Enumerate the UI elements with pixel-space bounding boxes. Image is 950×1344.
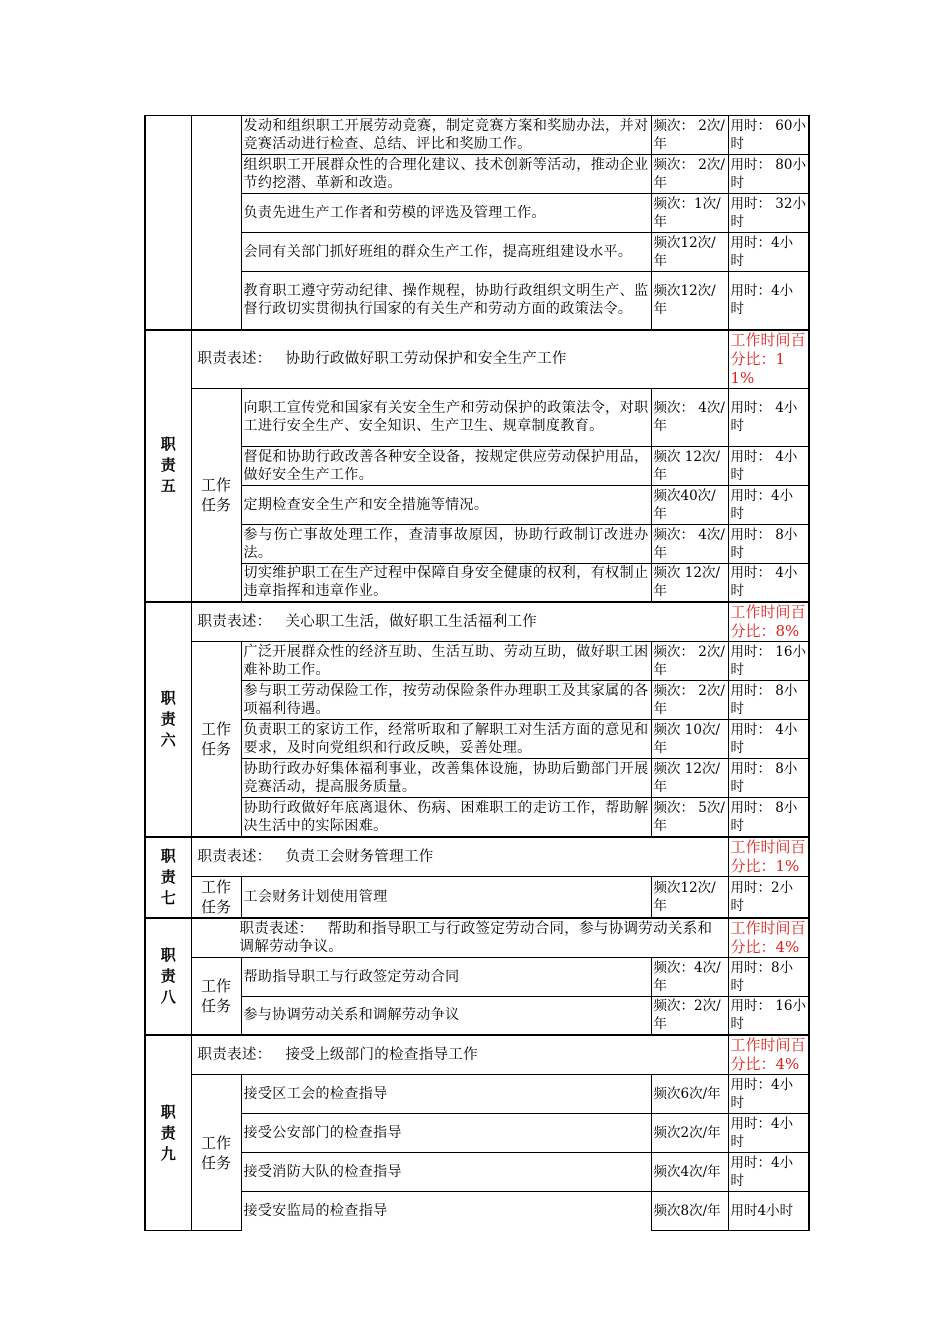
task-text: 定期检查安全生产和安全措施等情况。	[241, 485, 651, 524]
task-text: 广泛开展群众性的经济互助、生活互助、劳动互助，做好职工困难补助工作。	[241, 642, 651, 681]
table-row	[145, 388, 809, 446]
task-hours: 用时：4小时	[728, 233, 809, 272]
duty-description-text: 接受上级部门的检查指导工作	[285, 1047, 478, 1063]
task-text: 参与职工劳动保险工作，按劳动保险条件办理职工及其家属的各项福利待遇。	[241, 681, 651, 720]
task-frequency: 频次2次/年	[651, 1114, 728, 1153]
section-label-continued	[145, 116, 191, 330]
table-row	[145, 233, 809, 272]
table-row	[145, 116, 809, 155]
task-label: 工作 任务	[191, 1075, 241, 1231]
task-hours: 用时： 8小时	[728, 681, 809, 720]
duty-description-label: 职责表述：	[197, 614, 272, 630]
duty-description-row	[145, 330, 809, 389]
task-hours: 用时： 8小时	[728, 798, 809, 837]
task-text: 参与伤亡事故处理工作，查清事故原因，协助行政制订改进办法。	[241, 524, 651, 563]
task-text: 会同有关部门抓好班组的群众生产工作，提高班组建设水平。	[241, 233, 651, 272]
duty-description-row	[145, 602, 809, 642]
task-hours: 用时： 16小时	[728, 996, 809, 1035]
task-frequency: 频次4次/年	[651, 1153, 728, 1192]
task-frequency: 频次： 5次/年	[651, 798, 728, 837]
table-row	[145, 1114, 809, 1153]
task-hours: 用时：4小时	[728, 1075, 809, 1114]
task-text: 接受公安部门的检查指导	[241, 1114, 651, 1153]
duty-description-label: 职责表述：	[197, 1047, 272, 1063]
table-row	[145, 642, 809, 681]
table-row	[145, 524, 809, 563]
table-row	[145, 272, 809, 330]
table-row	[145, 485, 809, 524]
table-row	[145, 876, 809, 918]
task-frequency: 频次：2次/年	[651, 996, 728, 1035]
task-hours: 用时4小时	[728, 1192, 809, 1231]
task-label: 工作 任务	[191, 642, 241, 837]
table-row	[145, 720, 809, 759]
task-frequency: 频次：1次/年	[651, 194, 728, 233]
task-frequency: 频次： 2次/年	[651, 116, 728, 155]
job-duty-table	[144, 115, 810, 1231]
task-hours: 用时：4小时	[728, 1114, 809, 1153]
task-text: 发动和组织职工开展劳动竞赛，制定竞赛方案和奖励办法，并对竞赛活动进行检查、总结、评比和奖励工作。	[241, 116, 651, 155]
duty-description-row	[145, 837, 809, 877]
task-hours: 用时： 4小时	[728, 563, 809, 602]
section-title: 职 责 九	[145, 1035, 191, 1231]
task-text: 接受区工会的检查指导	[241, 1075, 651, 1114]
duty-description-label: 职责表述：	[197, 848, 272, 865]
section-title: 职 责 五	[145, 330, 191, 603]
task-hours: 用时： 16小时	[728, 642, 809, 681]
task-text: 接受消防大队的检查指导	[241, 1153, 651, 1192]
table-row	[145, 681, 809, 720]
task-frequency: 频次12次/年	[651, 876, 728, 918]
duty-description-label: 职责表述：	[239, 920, 314, 937]
table-row	[145, 194, 809, 233]
task-label: 工作 任务	[191, 876, 241, 918]
task-frequency: 频次6次/年	[651, 1075, 728, 1114]
task-frequency: 频次 12次/年	[651, 446, 728, 485]
task-frequency: 频次： 4次/年	[651, 388, 728, 446]
duty-description	[191, 918, 728, 958]
section-title: 职 责 八	[145, 918, 191, 1036]
section-title: 职 责 七	[145, 837, 191, 918]
task-frequency: 频次 12次/年	[651, 759, 728, 798]
duty-description-text: 负责工会财务管理工作	[285, 848, 434, 865]
duty-description	[191, 1035, 728, 1075]
task-hours: 用时： 4小时	[728, 388, 809, 446]
table-row	[145, 155, 809, 194]
work-time-percentage: 工作时间百分比：8%	[728, 602, 809, 642]
task-text: 参与协调劳动关系和调解劳动争议	[241, 996, 651, 1035]
task-frequency: 频次： 2次/年	[651, 155, 728, 194]
duty-description	[191, 602, 728, 642]
task-label-continued	[191, 116, 241, 330]
task-text: 负责职工的家访工作，经常听取和了解职工对生活方面的意见和要求，及时向党组织和行政反映，妥善处理。	[241, 720, 651, 759]
table-row	[145, 759, 809, 798]
table-row	[145, 563, 809, 602]
task-text: 教育职工遵守劳动纪律、操作规程，协助行政组织文明生产、监督行政切实贯彻执行国家的有关生产和劳动方面的政策法令。	[241, 272, 651, 330]
task-frequency: 频次40次/年	[651, 485, 728, 524]
work-time-percentage: 工作时间百分比：11%	[728, 330, 809, 389]
task-hours: 用时： 32小时	[728, 194, 809, 233]
task-hours: 用时： 8小时	[728, 524, 809, 563]
task-frequency: 频次8次/年	[651, 1192, 728, 1231]
task-hours: 用时：4小时	[728, 1153, 809, 1192]
task-hours: 用时：4小时	[728, 485, 809, 524]
duty-description	[191, 330, 728, 389]
task-text: 协助行政做好年底离退休、伤病、困难职工的走访工作，帮助解决生活中的实际困难。	[241, 798, 651, 837]
duty-description-text: 关心职工生活，做好职工生活福利工作	[285, 614, 538, 630]
table-row	[145, 957, 809, 996]
table-row	[145, 1153, 809, 1192]
task-frequency: 频次12次/年	[651, 233, 728, 272]
task-text: 负责先进生产工作者和劳模的评选及管理工作。	[241, 194, 651, 233]
task-text: 切实维护职工在生产过程中保障自身安全健康的权利，有权制止违章指挥和违章作业。	[241, 563, 651, 602]
task-frequency: 频次： 2次/年	[651, 642, 728, 681]
work-time-percentage: 工作时间百分比：1%	[728, 837, 809, 877]
duty-description	[191, 837, 728, 877]
task-hours: 用时： 4小时	[728, 720, 809, 759]
task-hours: 用时： 60小时	[728, 116, 809, 155]
table-row	[145, 798, 809, 837]
task-text: 督促和协助行政改善各种安全设备，按规定供应劳动保护用品，做好安全生产工作。	[241, 446, 651, 485]
task-hours: 用时：8小时	[728, 957, 809, 996]
table-row	[145, 1075, 809, 1114]
duty-description-text: 协助行政做好职工劳动保护和安全生产工作	[285, 351, 567, 367]
duty-description-row	[145, 1035, 809, 1075]
table-row	[145, 1192, 809, 1231]
task-text: 接受安监局的检查指导	[241, 1192, 651, 1231]
task-frequency: 频次 12次/年	[651, 563, 728, 602]
table-row	[145, 446, 809, 485]
task-text: 工会财务计划使用管理	[241, 876, 651, 918]
work-time-percentage: 工作时间百分比：4%	[728, 918, 809, 958]
task-text: 帮助指导职工与行政签定劳动合同	[241, 957, 651, 996]
task-frequency: 频次：4次/年	[651, 957, 728, 996]
task-text: 组织职工开展群众性的合理化建议、技术创新等活动，推动企业节约挖潜、革新和改造。	[241, 155, 651, 194]
section-title: 职 责 六	[145, 602, 191, 837]
work-time-percentage: 工作时间百分比：4%	[728, 1035, 809, 1075]
task-hours: 用时： 4小时	[728, 446, 809, 485]
task-hours: 用时：2小时	[728, 876, 809, 918]
task-text: 协助行政办好集体福利事业，改善集体设施，协助后勤部门开展竞赛活动，提高服务质量。	[241, 759, 651, 798]
duty-description-row	[145, 918, 809, 958]
task-frequency: 频次12次/年	[651, 272, 728, 330]
task-frequency: 频次： 4次/年	[651, 524, 728, 563]
task-hours: 用时：4小时	[728, 272, 809, 330]
duty-description-text: 帮助和指导职工与行政签定劳动合同，参与协调劳动关系和调解劳动争议。	[239, 920, 713, 955]
task-label: 工作 任务	[191, 388, 241, 602]
task-hours: 用时： 8小时	[728, 759, 809, 798]
task-frequency: 频次： 2次/年	[651, 681, 728, 720]
task-label: 工作 任务	[191, 957, 241, 1035]
duty-description-label: 职责表述：	[197, 351, 272, 367]
task-text: 向职工宣传党和国家有关安全生产和劳动保护的政策法令，对职工进行安全生产、安全知识、生产卫生、规章制度教育。	[241, 388, 651, 446]
task-hours: 用时： 80小时	[728, 155, 809, 194]
table-row	[145, 996, 809, 1035]
task-frequency: 频次 10次/年	[651, 720, 728, 759]
